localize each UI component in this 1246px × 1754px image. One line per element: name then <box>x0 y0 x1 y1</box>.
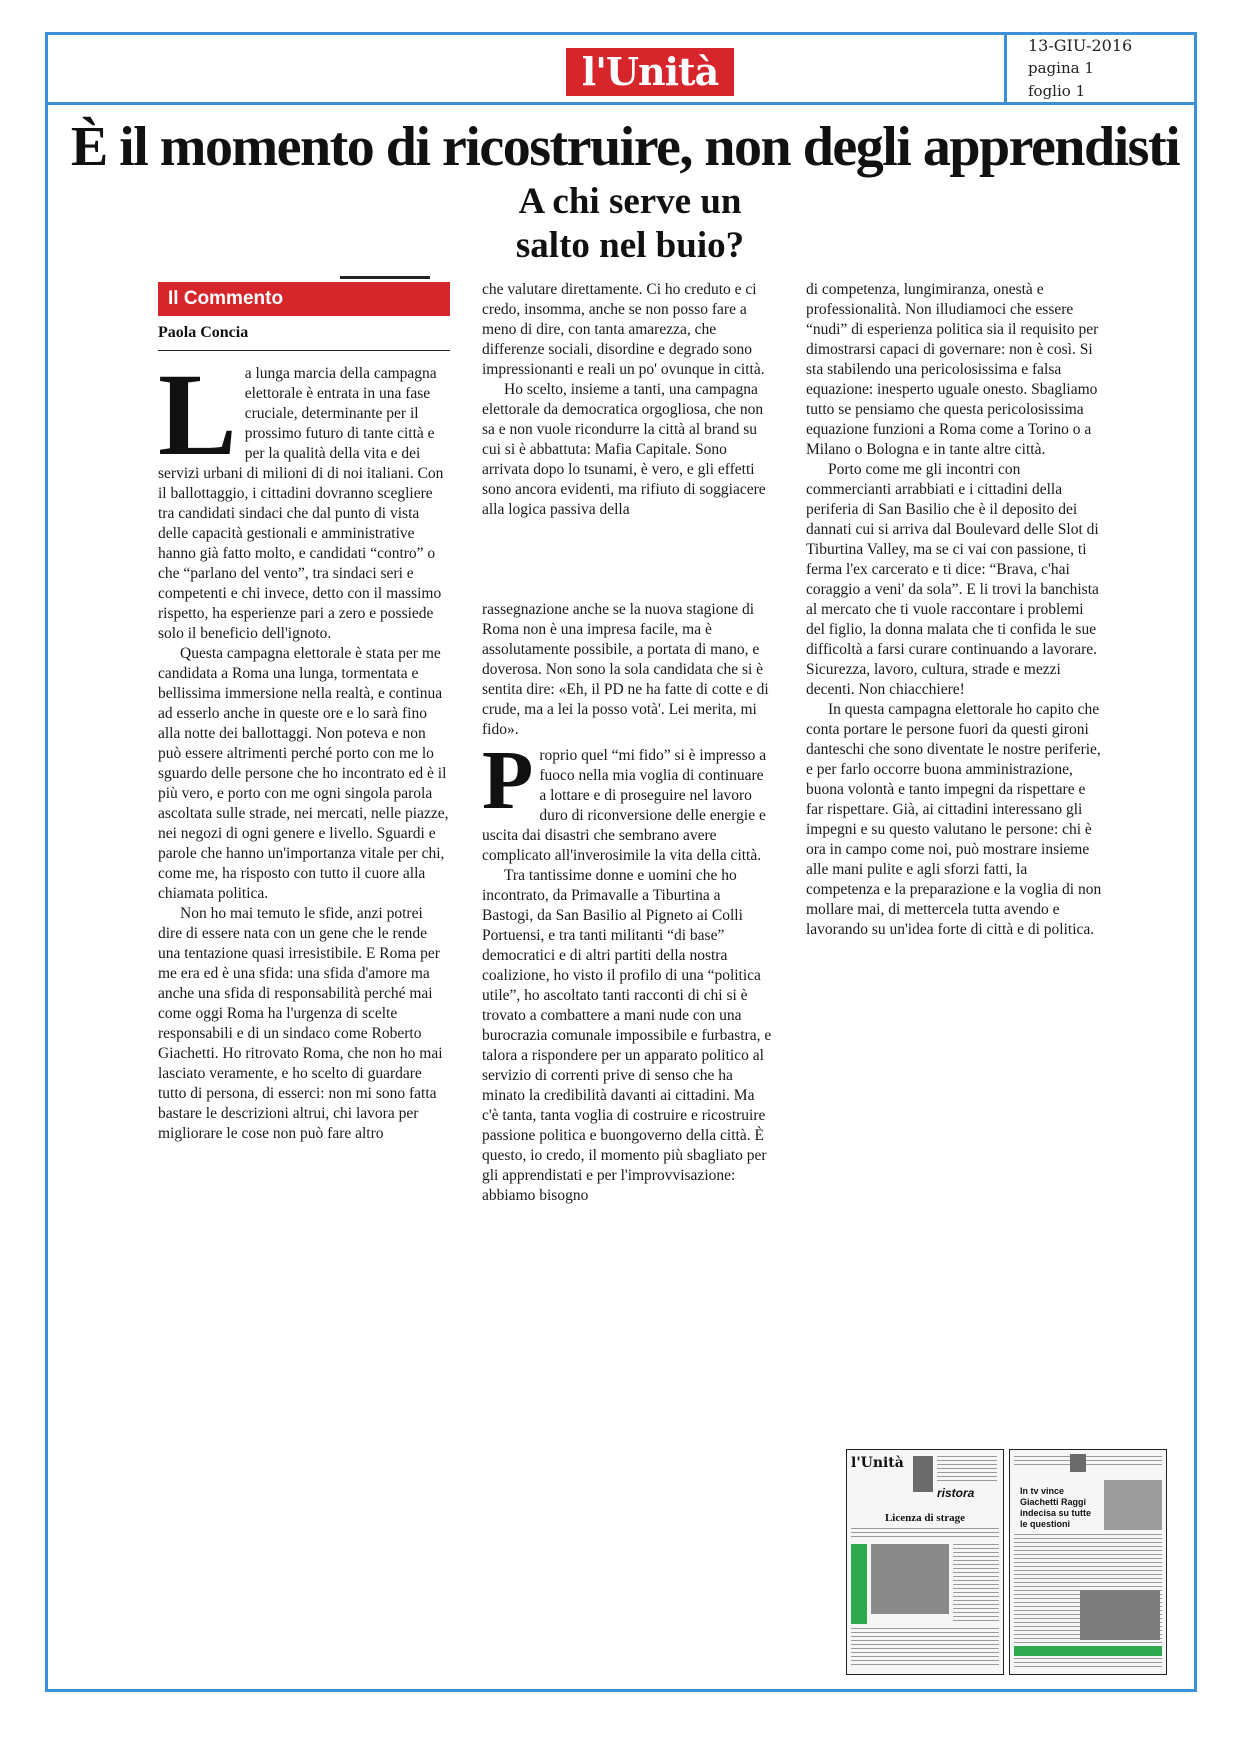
meta-page: pagina 1 <box>1028 59 1094 77</box>
thumbnail-photo <box>1104 1480 1162 1530</box>
paragraph-text: a lunga marcia della campagna elettorale è entrata in una fase cruciale, determinante per il prossimo futuro di tante città e per la qualità della vita e dei servizi urbani di milioni di di noi italiani. Con il ballottaggio, i cittadini dovranno scegliere tra candidati sindaci che dal punto di vista delle capacità gestionali e amministrative hanno già fatto molto, e candidati “contro” o che “parlano del vento”, tra sindaci seri e competenti e chi invece, detto con il massimo rispetto, ha esperienze pari a zero e possiede solo il beneficio dell'ignoto. <box>158 365 444 642</box>
paragraph-text: roprio quel “mi fido” si è impresso a fuoco nella mia voglia di continuare a lottare e di proseguire nel lavoro duro di riconversione delle energie e uscita dai disastri che sembrano avere complicato all'inverosimile la vita della città. <box>482 747 767 864</box>
thumbnail-sidebar <box>851 1544 867 1624</box>
front-page-thumbnail-2 <box>1009 1449 1167 1675</box>
paragraph: Ho scelto, insieme a tanti, una campagna elettorale da democratica orgogliosa, che non sa e non vuole ricondurre la città al brand su cui si è abbattuta: Mafia Capitale. Sono arrivata dopo lo tsunami, è vero, e gli effetti sono ancora evidenti, ma rifiuto di soggiacere alla logica passiva della <box>482 381 766 518</box>
thumbnail-photo <box>1080 1590 1160 1640</box>
thumbnail-text-lines <box>851 1528 999 1540</box>
thumbnail-banner <box>1014 1646 1162 1656</box>
thumbnail-photo <box>871 1544 949 1614</box>
thumbnail-text-lines <box>1014 1658 1162 1670</box>
tag-top-rule <box>340 276 430 279</box>
paragraph: di competenza, lungimiranza, onestà e professionalità. Non illudiamoci che essere “nudi” di esperienza politica sia il requisito per dimostrarsi capaci di governare: non è così. Si sta stabilendo una pericolosissima e falsa equazione: inesperto uguale onesto. Sbagliamo tutto se pensiamo che questa pericolosissima equazione funzioni a Roma come a Torino o a Milano o Bologna e in tante altre città. <box>806 281 1099 458</box>
thumbnail-text-lines <box>937 1456 997 1482</box>
paragraph: Questa campagna elettorale è stata per me candidata a Roma una lunga, tormentata e bellissima immersione nella realtà, e continua ad esserlo anche in queste ore e lo sarà fino alla notte dei ballottaggi. Non poteva e non può essere altrimenti perché porto con me lo sguardo delle persone che ho incontrato ed è il più vero, e porto con me ogni singola parola ascoltata sulle strade, nei mercati, nelle piazze, nei negozi di ogni genere e livello. Sguardi e parole che hanno un'importanza vitale per chi, come me, ha risposto con tutto il cuore alla chiamata politica. <box>158 645 449 902</box>
thumbnail-logo: l'Unità <box>851 1455 904 1471</box>
thumbnail-badge: ristora <box>937 1486 975 1500</box>
paragraph: Non ho mai temuto le sfide, anzi potrei dire di essere nata con un gene che le rende una tentazione quasi irresistibile. E Roma per me era ed è una sfida: una sfida d'amore ma anche una sfida di responsabilità perché mai come oggi Roma ha l'urgenza di scelte responsabili e di un sindaco come Roberto Giachetti. Ho ritrovato Roma, che non ho mai lasciato veramente, e ho scelto di guardare tutto di persona, di esserci: non mi sono fatta bastare le descrizioni altrui, chi lavora per migliorare le cose non può fare altro <box>158 905 443 1142</box>
author-name: Paola Concia <box>158 324 249 341</box>
paragraph: rassegnazione anche se la nuova stagione di Roma non è una impresa facile, ma è assolutamente possibile, a portata di mano, e doverosa. Non sono la sola candidata che si è sentita dire: «Eh, il PD ne ha fatte di cotte e di crude, ma a lei la posso votà'. Lei merita, mi fido». <box>482 601 769 738</box>
thumbnail-text-lines <box>1014 1456 1162 1468</box>
meta-date: 13-GIU-2016 <box>1028 36 1133 55</box>
newspaper-logo: l'Unità <box>566 48 734 96</box>
paragraph: che valutare direttamente. Ci ho creduto e ci credo, insomma, anche se non posso fare a meno di dire, con tanta amarezza, che differenze sociali, disordine e degrado sono impressionanti e reali un po' ovunque in città. <box>482 281 765 378</box>
paragraph <box>158 349 450 644</box>
front-page-thumbnail-1 <box>846 1449 1004 1675</box>
drop-cap: P <box>482 734 534 827</box>
thumbnail-text-lines <box>851 1628 999 1668</box>
paragraph: Porto come me gli incontri con commercianti arrabbiati e i cittadini della periferia di San Basilio che è il deposito dei dannati cui si arriva dal Boulevard delle Slot di Tiburtina Valley, ma se ci vai con passione, ti ferma l'ex carcerato e ti dice: “Brava, c'hai coraggio a veni' da sola”. E li trovi la banchista al mercato che ti vuole raccontare i problemi del figlio, la donna malata che ti confida le sue difficoltà a farsi curare continuando a lavorare. Sicurezza, lavoro, cultura, strade e mezzi decenti. Non chiacchiere! <box>806 461 1099 698</box>
article-column-2-top <box>482 280 772 520</box>
article-column-2-bottom <box>482 600 772 1206</box>
paragraph <box>482 734 772 866</box>
thumbnail-photo <box>1070 1454 1086 1472</box>
thumbnail-title: Licenza di strage <box>884 1512 966 1524</box>
paragraph: In questa campagna elettorale ho capito che conta portare le persone fuori da questi gironi danteschi che sono diventate le nostre periferie, e per farlo occorre buona amministrazione, buona volontà e tanto impegni da rispettare e far rispettare. Già, ai cittadini interessano gli impegni e su questo valutano le persone: chi è ora in campo come noi, può mostrare insieme alle mani pulite e agli sforzi fatti, la competenza e la preparazione e la voglia di non mollare mai, di mettercela tutta avendo e lavorando su un'idea forte di città e di politica. <box>806 701 1102 938</box>
subhead-line-1: A chi serve un <box>518 181 742 222</box>
section-tag: Il Commento <box>158 282 450 316</box>
drop-cap: L <box>158 349 237 480</box>
thumbnail-photo <box>913 1456 933 1492</box>
subhead-line-2: salto nel buio? <box>515 225 745 266</box>
meta-sheet: foglio 1 <box>1028 82 1086 100</box>
article-column-3 <box>806 280 1102 940</box>
paragraph: Tra tantissime donne e uomini che ho incontrato, da Primavalle a Tiburtina a Bastogi, da San Basilio al Pigneto ai Colli Portuensi, e tra tanti militanti “di base” democratici e di altri partiti della nostra coalizione, ho visto il profilo di una “politica utile”, ho ascoltato tanti racconti di chi si è trovato a combattere a mani nude con una burocrazia comunale impossibile e furbastra, e talora a rispondere per un apparato politico al servizio di correnti prive di senso che ha minato la credibilità davanti ai cittadini. Ma c'è tanta, tanta voglia di costruire e ricostruire passione politica e buongoverno della città. È questo, io credo, il momento più sbagliato per gli apprendistati e per l'improvvisazione: abbiamo bisogno <box>482 867 772 1204</box>
thumbnail-text-lines <box>953 1544 999 1624</box>
thumbnail-headline: In tv vince Giachetti Raggi indecisa su tutte le questioni <box>1020 1486 1092 1529</box>
article-column-1 <box>158 349 450 1144</box>
subhead <box>400 180 860 268</box>
headline: È il momento di ricostruire, non degli apprendisti <box>70 116 1180 178</box>
